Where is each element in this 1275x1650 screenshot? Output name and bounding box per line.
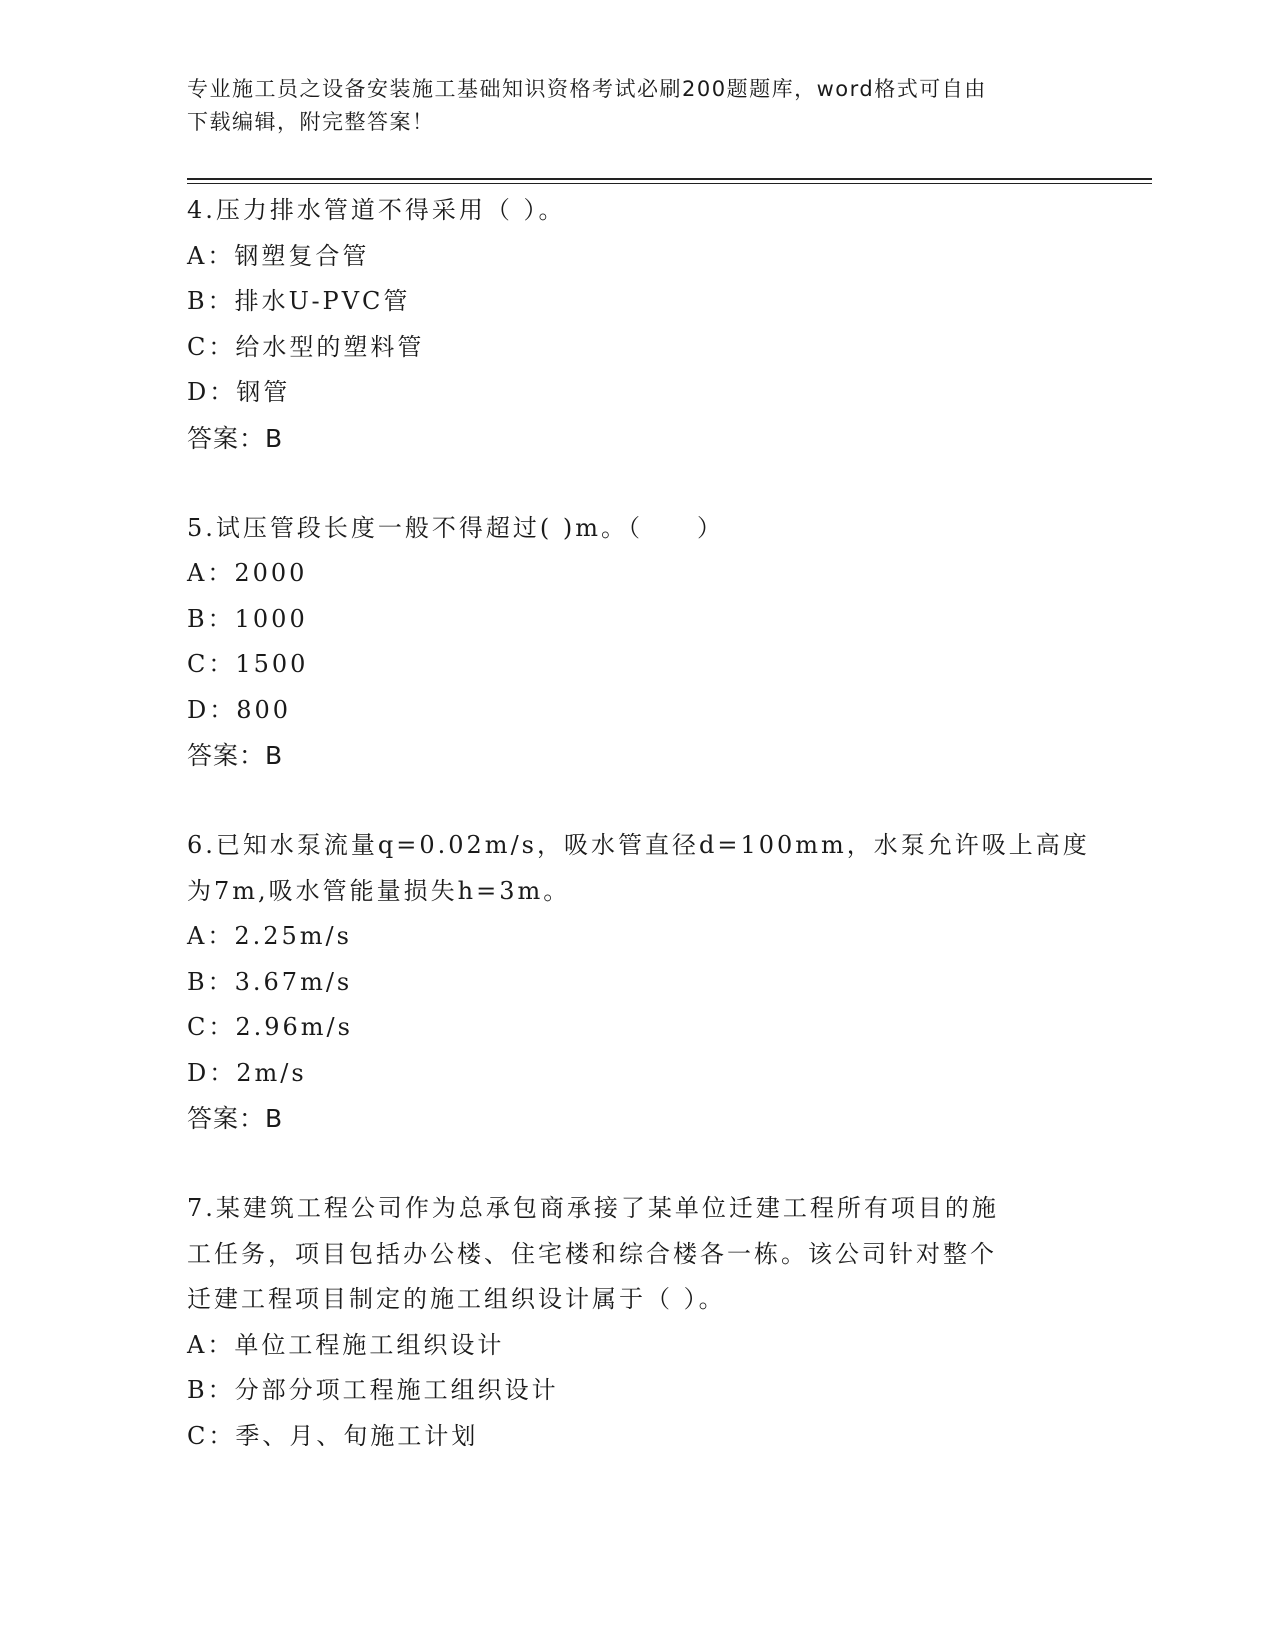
question-text <box>187 506 1087 552</box>
option-c: C：季、月、旬施工计划 <box>187 1421 479 1450</box>
option-b: B：排水U-PVC管 <box>187 287 411 315</box>
option-c: C：1500 <box>187 650 309 678</box>
option-b: B：1000 <box>187 604 308 633</box>
option-d: D：800 <box>187 695 292 724</box>
question-text <box>187 1186 1087 1323</box>
option-a: A：钢塑复合管 <box>187 241 370 270</box>
question-text <box>187 188 1087 234</box>
question-text-line: 5.试压管段长度一般不得超过( )m。（ ） <box>187 513 725 542</box>
header-divider-thin <box>187 183 1152 184</box>
question-list <box>187 188 1090 1504</box>
option-b: B：分部分项工程施工组织设计 <box>187 1376 559 1404</box>
header-line-2: 下载编辑，附完整答案！ <box>187 110 435 134</box>
header-divider-thick <box>187 178 1152 180</box>
option-b: B：3.67m/s <box>187 967 353 996</box>
option-d: D：2m/s <box>187 1058 307 1087</box>
question-4 <box>187 188 1087 461</box>
question-text-line: 7.某建筑工程公司作为总承包商承接了某单位迁建工程所有项目的施 <box>187 1194 999 1222</box>
question-text-line: 迁建工程项目制定的施工组织设计属于（ ）。 <box>187 1285 726 1313</box>
header-line-1: 专业施工员之设备安装施工基础知识资格考试必刷200题题库，word格式可自由 <box>187 77 987 101</box>
option-d: D：钢管 <box>187 378 291 406</box>
option-c: C：2.96m/s <box>187 1013 353 1041</box>
question-5 <box>187 506 1087 779</box>
answer-label: 答案：B <box>187 741 284 770</box>
answer-label: 答案：B <box>187 423 284 453</box>
question-7 <box>187 1186 1087 1459</box>
document-header <box>187 73 1067 139</box>
question-text-line: 工任务，项目包括办公楼、住宅楼和综合楼各一栋。该公司针对整个 <box>187 1239 997 1268</box>
option-c: C：给水型的塑料管 <box>187 332 425 361</box>
option-a: A：单位工程施工组织设计 <box>187 1330 505 1359</box>
question-text <box>187 823 1090 914</box>
question-text-line: 为7m,吸水管能量损失h=3m。 <box>187 876 571 905</box>
question-6 <box>187 823 1090 1141</box>
option-a: A：2000 <box>187 559 308 587</box>
answer-label: 答案：B <box>187 1104 284 1133</box>
question-text-line: 6.已知水泵流量q=0.02m/s，吸水管直径d=100mm，水泵允许吸上高度 <box>187 831 1090 859</box>
question-text-line: 4.压力排水管道不得采用（ ）。 <box>187 196 566 224</box>
option-a: A：2.25m/s <box>187 922 352 950</box>
